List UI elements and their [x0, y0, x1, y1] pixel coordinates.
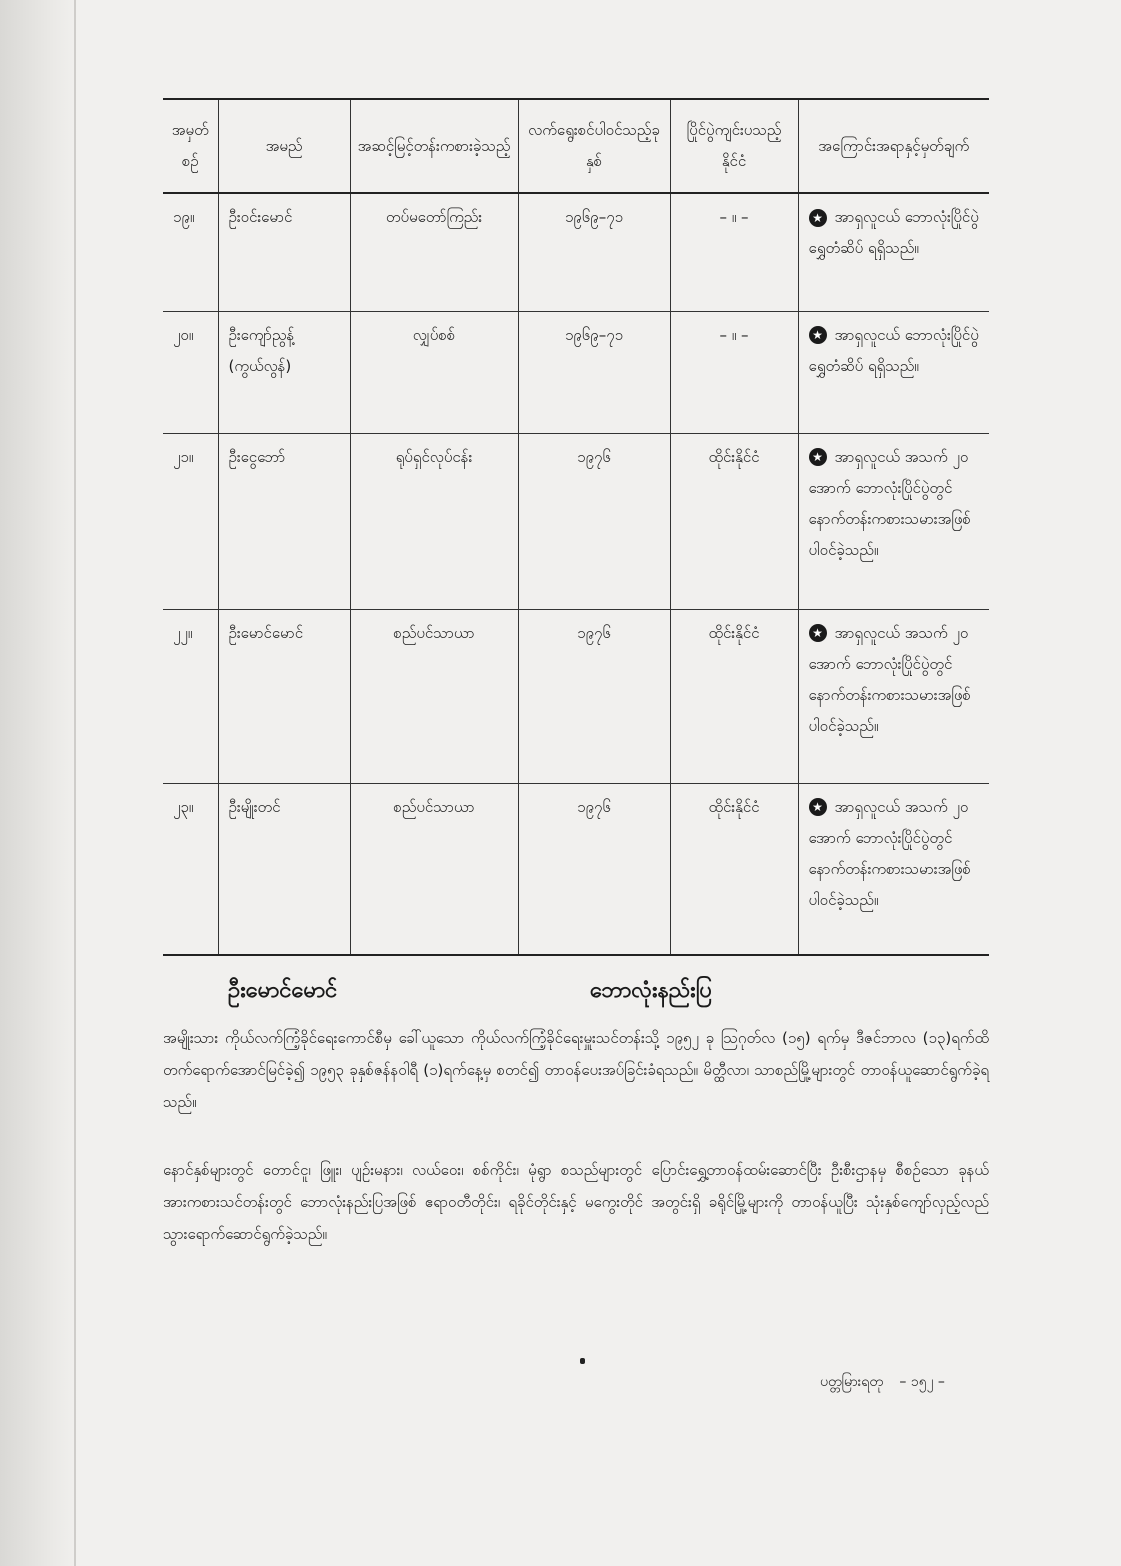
cell-country: – ။ – [670, 193, 798, 311]
cell-number: ၂၃။ [163, 783, 218, 955]
header-name: အမည် [218, 99, 350, 193]
page-footer [820, 1372, 945, 1393]
cell-number: ၂၂။ [163, 609, 218, 783]
cell-country: ထိုင်းနိုင်ငံ [670, 433, 798, 609]
book-spine-shadow [0, 0, 78, 1566]
cell-name: ဦးငွေဘော် [218, 433, 350, 609]
cell-note [798, 433, 989, 609]
star-icon: ★ [809, 326, 827, 344]
table-header-row [163, 99, 989, 193]
note-text: အာရှလူငယ် အသက် ၂၀ အောက် ဘောလုံးပြိုင်ပွဲတွင် နောက်တန်းကစားသမားအဖြစ် ပါဝင်ခဲ့သည်။ [808, 797, 971, 909]
player-records-table [163, 98, 989, 956]
role-heading: ဘောလုံးနည်းပြ [590, 978, 713, 1003]
page-number: – ၁၅၂ – [899, 1374, 945, 1390]
note-text: အာရှလူငယ် အသက် ၂၀ အောက် ဘောလုံးပြိုင်ပွဲတွင် နောက်တန်းကစားသမားအဖြစ် ပါဝင်ခဲ့သည်။ [808, 447, 971, 559]
cell-name: ဦးမောင်မောင် [218, 609, 350, 783]
cell-note [798, 783, 989, 955]
header-number: အမှတ်စဉ် [163, 99, 218, 193]
cell-years: ၁၉၇၆ [518, 433, 670, 609]
table-row [163, 193, 989, 311]
cell-country: ထိုင်းနိုင်ငံ [670, 783, 798, 955]
header-years: လက်ရွေးစင်ပါဝင်သည့်ခုနှစ် [518, 99, 670, 193]
cell-note [798, 609, 989, 783]
cell-note [798, 311, 989, 433]
star-icon: ★ [809, 209, 827, 227]
cell-club: ရုပ်ရှင်လုပ်ငန်း [350, 433, 518, 609]
header-notes: အကြောင်းအရာနှင့်မှတ်ချက် [798, 99, 989, 193]
person-name-heading: ဦးမောင်မောင် [228, 978, 338, 1003]
biography-paragraph-2: နောင်နှစ်များတွင် တောင်ငူ၊ ဖြူး၊ ပျဉ်းမနား၊ လယ်ဝေး၊ စစ်ကိုင်း၊ မုံရွာ စသည်များတွင် ပြောင်းရွှေ့တာဝန်ထမ်းဆောင်ပြီး ဦးစီးဌာနမှ စီစဉ်သော ခုနယ်အားကစားသင်တန်းတွင် ဘောလုံးနည်းပြအဖြစ် ဧရာဝတီတိုင်း၊ ရခိုင်တိုင်းနှင့် မကွေးတိုင် အတွင်းရှိ ခရိုင်မြို့များကို တာဝန်ယူပြီး သုံးနှစ်ကျော်လှည့်လည်သွားရောက်ဆောင်ရွက်ခဲ့သည်။ [163, 1161, 989, 1243]
star-icon: ★ [809, 798, 827, 816]
biography-paragraph-1: အမျိုးသား ကိုယ်လက်ကြံ့ခိုင်ရေးကောင်စီမှ ခေါ်ယူသော ကိုယ်လက်ကြံ့ခိုင်ရေးမှူးသင်တန်းသို့ ၁၉၅၂ ခု ဩဂုတ်လ (၁၅) ရက်မှ ဒီဇင်ဘာလ (၁၃)ရက်ထိ တက်ရောက်အောင်မြင်ခဲ့၍ ၁၉၅၃ ခုနှစ်ဇန်နဝါရီ (၁)ရက်နေ့မှ စတင်၍ တာဝန်ပေးအပ်ခြင်းခံရသည်။ မိတ္ထီလာ၊ သာစည်မြို့များတွင် တာဝန်ယူဆောင်ရွက်ခဲ့ရသည်။ [163, 1029, 989, 1111]
spine-divider [74, 0, 76, 1566]
cell-number: ၂၁။ [163, 433, 218, 609]
cell-club: စည်ပင်သာယာ [350, 609, 518, 783]
star-icon: ★ [809, 448, 827, 466]
cell-country: – ။ – [670, 311, 798, 433]
cell-club: တပ်မတော်ကြည်း [350, 193, 518, 311]
cell-note [798, 193, 989, 311]
ink-speck [580, 1358, 585, 1364]
table-row [163, 311, 989, 433]
note-text: အာရှလူငယ် အသက် ၂၀ အောက် ဘောလုံးပြိုင်ပွဲတွင် နောက်တန်းကစားသမားအဖြစ် ပါဝင်ခဲ့သည်။ [808, 623, 971, 735]
cell-club: စည်ပင်သာယာ [350, 783, 518, 955]
cell-country: ထိုင်းနိုင်ငံ [670, 609, 798, 783]
star-icon: ★ [809, 624, 827, 642]
cell-years: ၁၉၆၉–၇၁ [518, 193, 670, 311]
table-row [163, 433, 989, 609]
cell-years: ၁၉၇၆ [518, 609, 670, 783]
cell-years: ၁၉၆၉–၇၁ [518, 311, 670, 433]
cell-name: ဦးမျိုးတင် [218, 783, 350, 955]
cell-number: ၂၀။ [163, 311, 218, 433]
cell-name: ဦးကျော်ညွန့် (ကွယ်လွန်) [218, 311, 350, 433]
cell-number: ၁၉။ [163, 193, 218, 311]
header-club: အဆင့်မြင့်တန်းကစားခဲ့သည့် [350, 99, 518, 193]
cell-name: ဦးဝင်းမောင် [218, 193, 350, 311]
header-country: ပြိုင်ပွဲကျင်းပသည့်နိုင်ငံ [670, 99, 798, 193]
cell-club: လျှပ်စစ် [350, 311, 518, 433]
table-row [163, 783, 989, 955]
table-row [163, 609, 989, 783]
cell-years: ၁၉၇၆ [518, 783, 670, 955]
note-text: အာရှလူငယ် ဘောလုံးပြိုင်ပွဲ ရွှေတံဆိပ် ရရှိသည်။ [808, 325, 979, 375]
note-text: အာရှလူငယ် ဘောလုံးပြိုင်ပွဲ ရွှေတံဆိပ် ရရှိသည်။ [808, 208, 979, 257]
footer-title: ပတ္တမြားရတု [820, 1374, 883, 1390]
